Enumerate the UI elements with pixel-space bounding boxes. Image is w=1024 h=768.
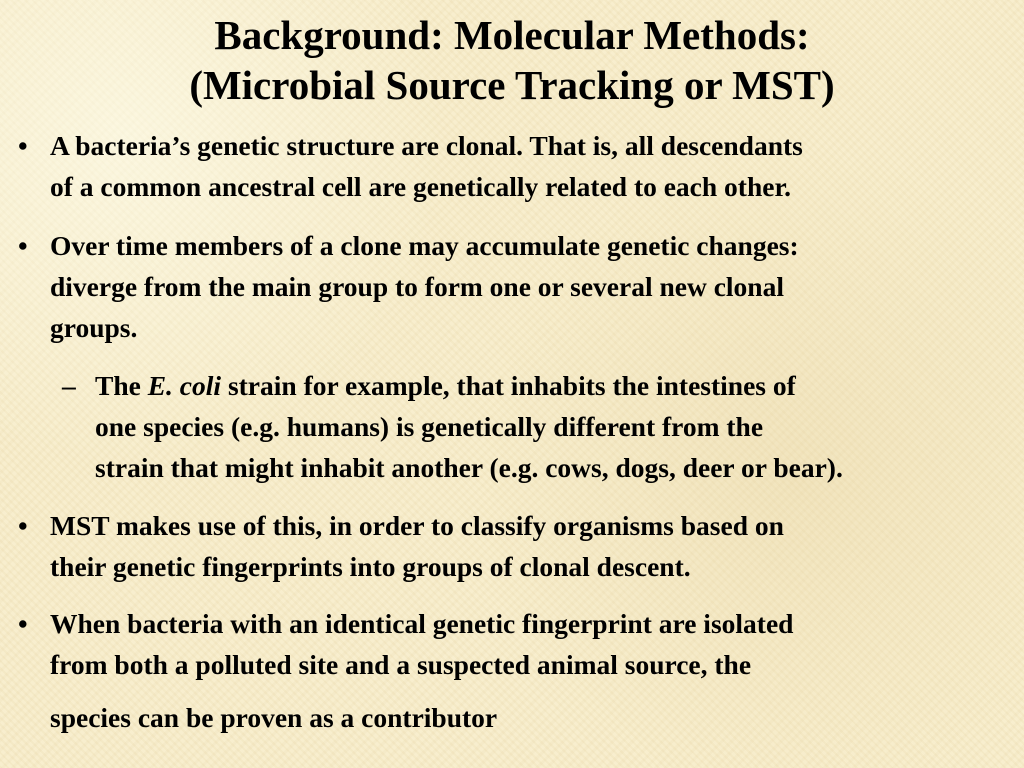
e-coli-italic: E. coli <box>147 370 222 401</box>
bullet-item-4 <box>50 603 793 738</box>
bullet-2-line-1: Over time members of a clone may accumulate genetic changes: <box>50 230 799 261</box>
bullet-3-line-1: MST makes use of this, in order to classify organisms based on <box>50 510 784 541</box>
slide-title <box>0 10 1024 110</box>
bullet-2-line-3: groups. <box>50 312 138 343</box>
bullet-4-line-2: from both a polluted site and a suspected animal source, the <box>50 649 752 680</box>
sub-bullet-line-2: one species (e.g. humans) is genetically different from the <box>95 411 764 442</box>
bullet-1-line-1: A bacteria’s genetic structure are clonal. That is, all descendants <box>50 130 803 161</box>
bullet-4-line-1: When bacteria with an identical genetic fingerprint are isolated <box>50 608 794 639</box>
title-line-2: (Microbial Source Tracking or MST) <box>189 62 835 108</box>
title-line-1: Background: Molecular Methods: <box>214 12 810 58</box>
bullet-2-line-2: diverge from the main group to form one or several new clonal <box>50 271 784 302</box>
sub-bullet-item <box>95 365 843 488</box>
bullet-3-line-2: their genetic fingerprints into groups of clonal descent. <box>50 551 691 582</box>
bullet-marker-2: • <box>18 230 28 261</box>
bullet-item-1 <box>50 125 803 207</box>
bullet-4-line-3: species can be proven as a contributor <box>50 702 498 733</box>
sub-bullet-marker: – <box>62 370 76 401</box>
bullet-item-3 <box>50 505 784 587</box>
sub-bullet-line-1 <box>95 365 843 406</box>
bullet-item-2 <box>50 225 799 348</box>
bullet-marker-1: • <box>18 130 28 161</box>
bullet-marker-3: • <box>18 510 28 541</box>
sub-bullet-line-1-rest: strain for example, that inhabits the intestines of <box>221 370 796 401</box>
bullet-1-line-2: of a common ancestral cell are genetically related to each other. <box>50 171 792 202</box>
sub-bullet-line-3: strain that might inhabit another (e.g. cows, dogs, deer or bear). <box>95 452 843 483</box>
bullet-marker-4: • <box>18 608 28 639</box>
sub-bullet-prefix: The <box>95 370 148 401</box>
